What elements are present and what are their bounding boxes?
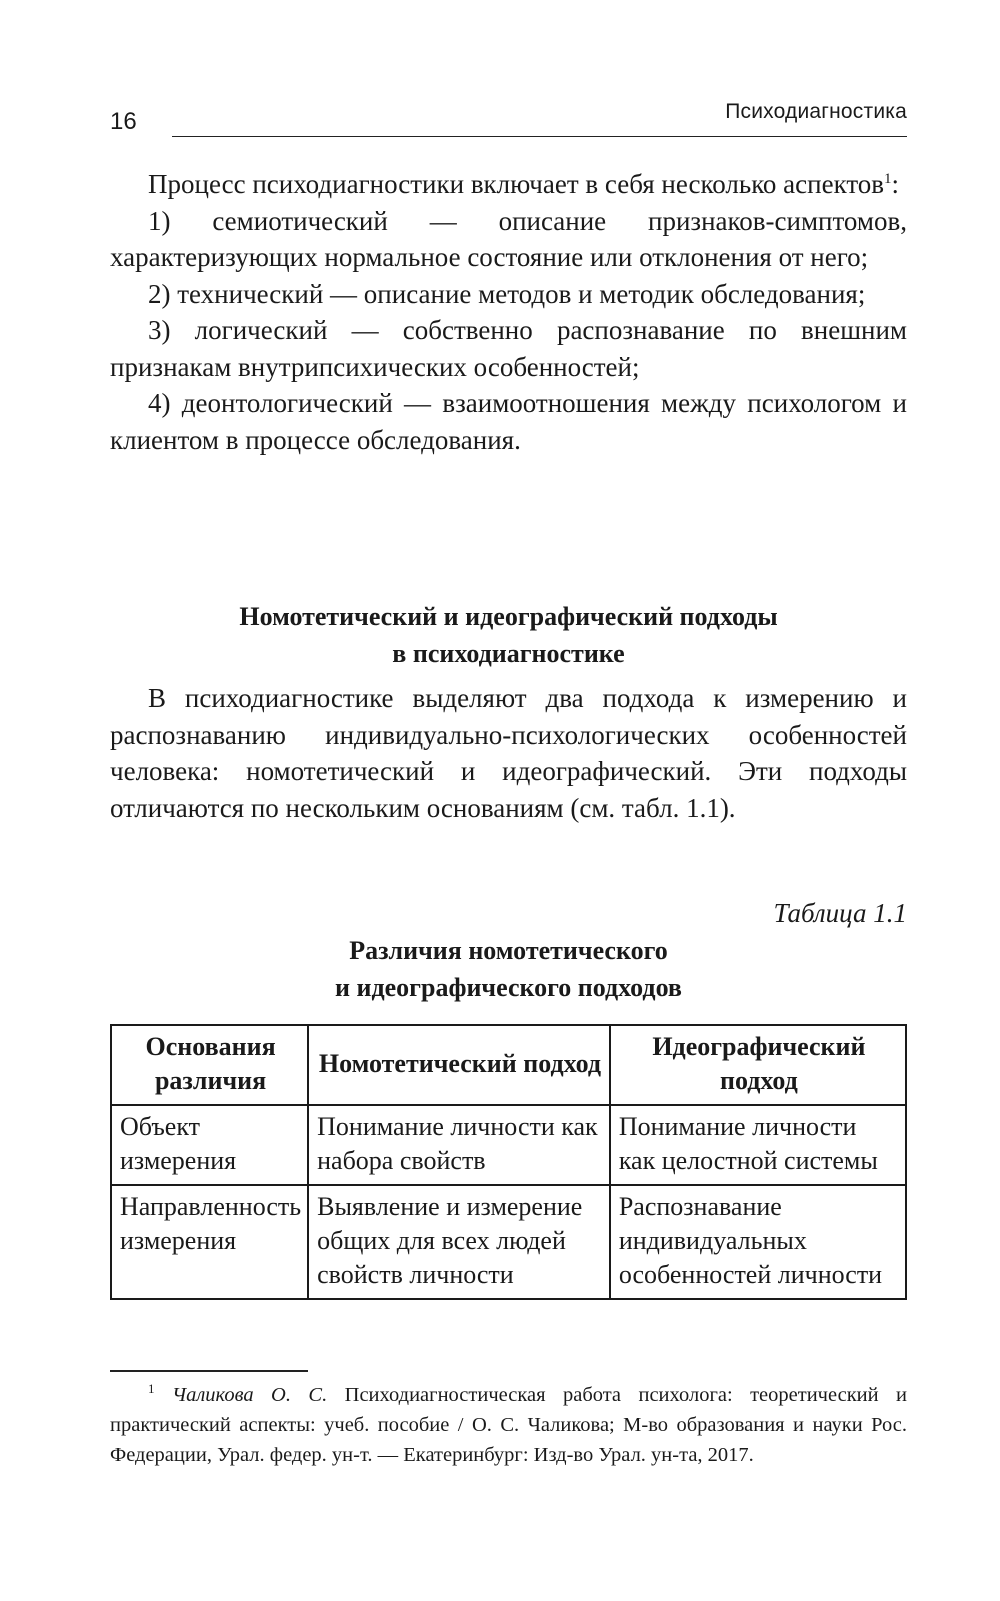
table-row	[111, 1185, 906, 1299]
footnote-rule	[110, 1370, 308, 1372]
table-cell: Понимание личности как набора свойств	[308, 1105, 610, 1185]
running-head	[110, 100, 907, 144]
table-cell: Распознавание индивидуальных особенностей личности	[610, 1185, 906, 1299]
aspect-item: 2) технический — описание методов и методик обследования;	[148, 278, 866, 309]
table-cell: Выявление и измерение общих для всех людей свойств личности	[308, 1185, 610, 1299]
table-header-cell: Номотетический подход	[308, 1025, 610, 1105]
page-number: 16	[110, 108, 137, 135]
section-paragraph: В психодиагностике выделяют два подхода к измерению и распознаванию индивидуально-психологических особенностей человека: номотетический и идеографический. Эти подходы отличаются по нескольким основаниям (см. табл. 1.1).	[110, 683, 907, 823]
footnote-text: Психодиагностическая работа психолога: теоретический и практический аспекты: учеб. пособие / О. С. Чаликова; М-во образования и науки Рос. Федерации, Урал. федер. ун-т. — Екатеринбург: Изд-во Урал. ун-та, 2017.	[110, 1384, 908, 1466]
running-title: Психодиагностика	[725, 100, 907, 123]
intro-lead: Процесс психодиагностики включает в себя несколько аспектов$^1$:	[148, 169, 900, 199]
aspect-item: 3) логический — собственно распознавание по внешним признакам внутрипсихических особенностей;	[110, 315, 907, 382]
table-cell: Понимание личности как целостной системы	[610, 1105, 906, 1185]
table-title: Различия номотетического и идеографического подходов	[335, 936, 682, 1002]
section-heading: Номотетический и идеографический подходы в психодиагностике	[239, 602, 778, 668]
table-row	[111, 1105, 906, 1185]
comparison-table	[110, 1024, 907, 1300]
footnote-ref: 1	[884, 171, 892, 187]
table-label: Таблица 1.1	[773, 898, 907, 928]
table-header-cell: Идеографический подход	[610, 1025, 906, 1105]
table-cell: Объект измерения	[111, 1105, 308, 1185]
header-rule	[172, 136, 907, 137]
footnote-author: Чаликова О. С.	[171, 1384, 328, 1406]
footnote	[110, 1380, 907, 1470]
aspect-item: 1) семиотический — описание признаков-симптомов, характеризующих нормальное состояние или отклонения от него;	[110, 205, 907, 272]
intro-text	[110, 166, 907, 458]
table-header-cell: Основания различия	[111, 1025, 308, 1105]
footnote-mark: 1	[148, 1381, 155, 1396]
table-header-row	[111, 1025, 906, 1105]
aspect-item: 4) деонтологический — взаимоотношения между психологом и клиентом в процессе обследования.	[110, 388, 907, 455]
table-cell: Направленность измерения	[111, 1185, 308, 1299]
